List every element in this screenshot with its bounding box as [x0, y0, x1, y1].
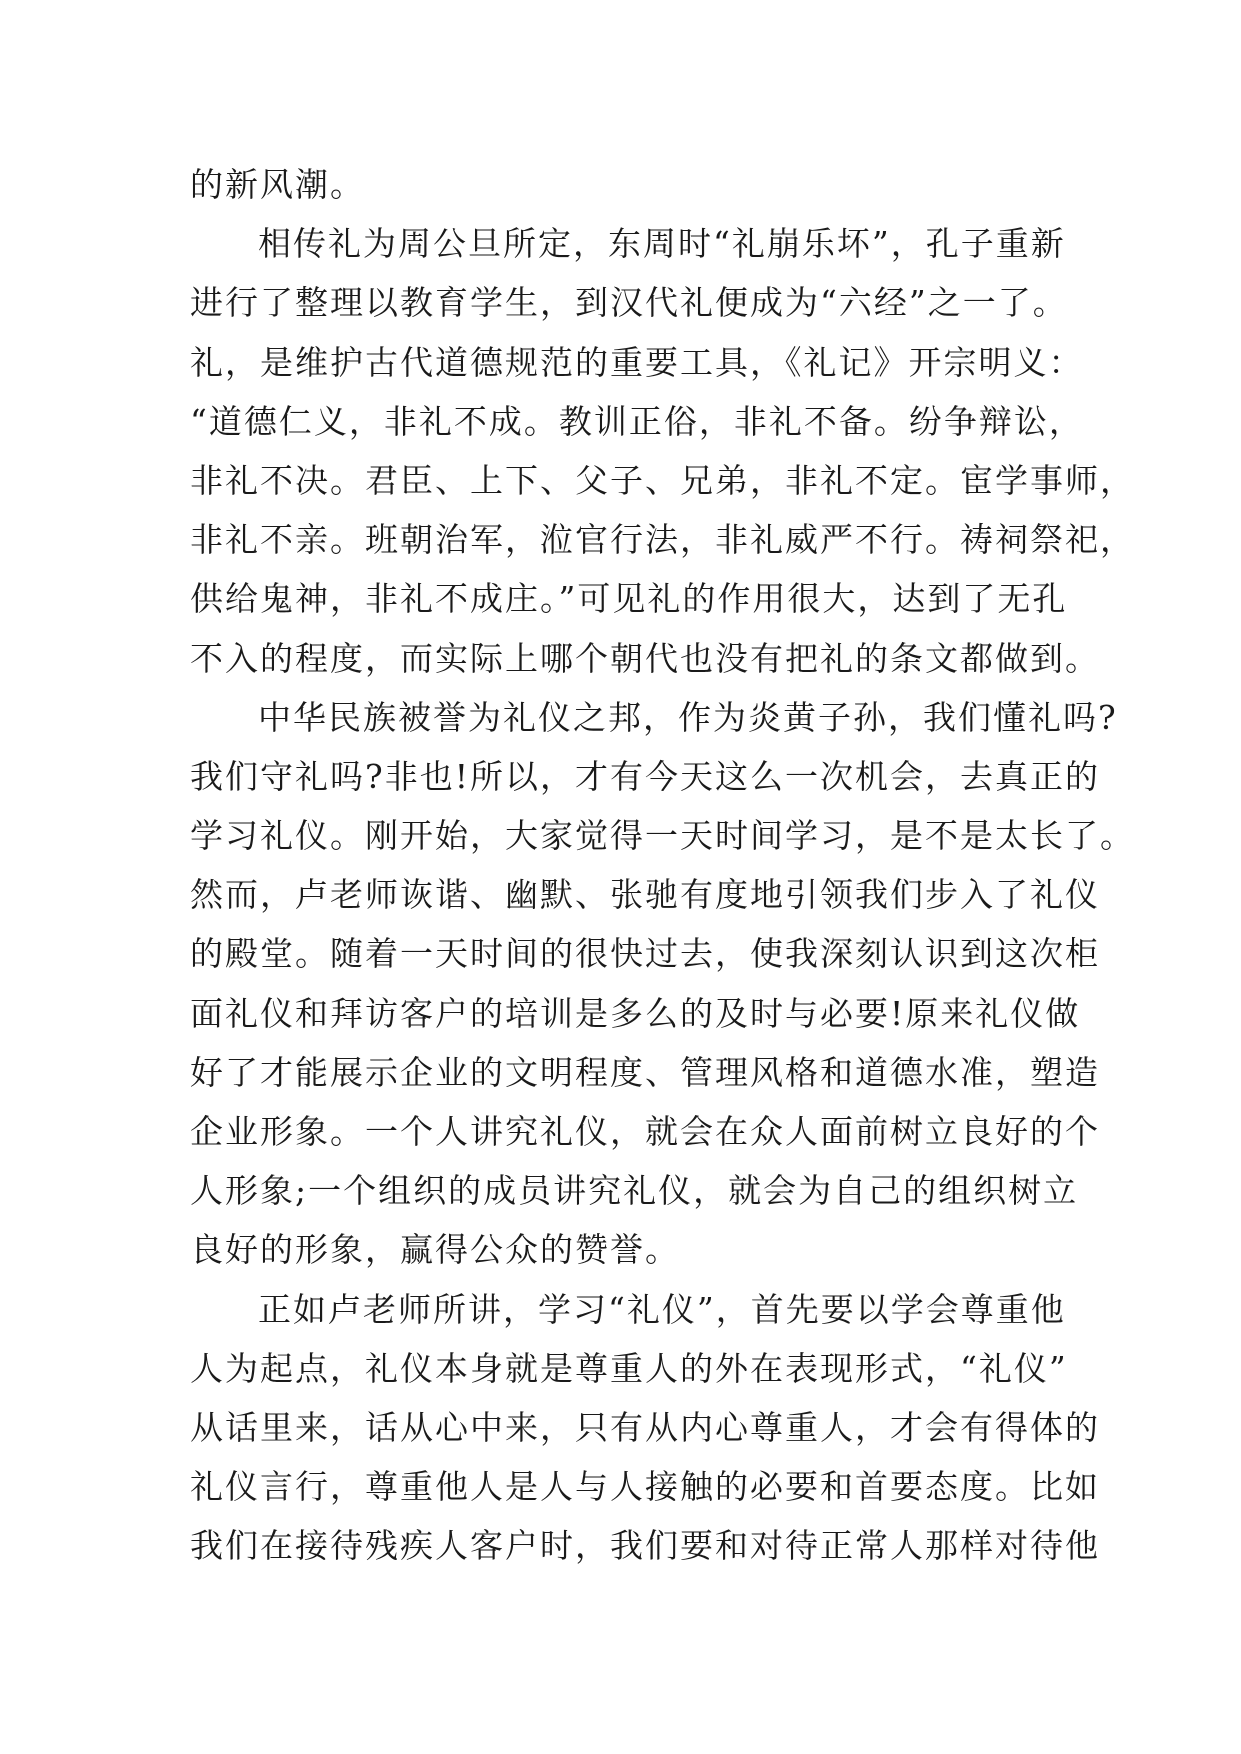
text-line: 然而，卢老师诙谐、幽默、张驰有度地引领我们步入了礼仪 — [190, 875, 1100, 915]
text-line: 学习礼仪。刚开始，大家觉得一天时间学习，是不是太长了。 — [190, 816, 1135, 856]
text-line: 企业形象。一个人讲究礼仪，就会在众人面前树立良好的个 — [190, 1112, 1100, 1151]
text-line: “道德仁义，非礼不成。教训正俗，非礼不备。纷争辩讼， — [190, 401, 1084, 441]
text-line: 礼仪言行，尊重他人是人与人接触的必要和首要态度。比如 — [190, 1467, 1100, 1507]
text-line: 面礼仪和拜访客户的培训是多么的及时与必要!原来礼仪做 — [190, 993, 1081, 1033]
text-line: 非礼不亲。班朝治军，涖官行法，非礼威严不行。祷祠祭祀， — [190, 520, 1135, 560]
paragraph-first-line: 正如卢老师所讲，学习“礼仪”，首先要以学会尊重他 — [258, 1289, 1066, 1329]
text-line: 从话里来，话从心中来，只有从内心尊重人，才会有得体的 — [190, 1407, 1100, 1447]
text-line: 不入的程度，而实际上哪个朝代也没有把礼的条文都做到。 — [190, 638, 1100, 678]
paragraph-first-line: 中华民族被誉为礼仪之邦，作为炎黄子孙，我们懂礼吗? — [258, 697, 1118, 737]
text-line: 良好的形象，赢得公众的赞誉。 — [190, 1230, 680, 1270]
text-line: 的殿堂。随着一天时间的很快过去，使我深刻认识到这次柜 — [190, 934, 1100, 974]
text-line: 我们守礼吗?非也!所以，才有今天这么一次机会，去真正的 — [190, 756, 1100, 796]
text-line: 非礼不决。君臣、上下、父子、兄弟，非礼不定。宦学事师， — [190, 460, 1135, 500]
text-line: 人形象;一个组织的成员讲究礼仪，就会为自己的组织树立 — [190, 1171, 1079, 1211]
document-body — [190, 155, 1135, 1576]
paragraph-first-line: 相传礼为周公旦所定，东周时“礼崩乐坏”，孔子重新 — [258, 224, 1066, 264]
text-line: 我们在接待残疾人客户时，我们要和对待正常人那样对待他 — [190, 1526, 1100, 1566]
text-line: 供给鬼神，非礼不成庄。”可见礼的作用很大，达到了无孔 — [190, 579, 1068, 619]
text-line: 好了才能展示企业的文明程度、管理风格和道德水准，塑造 — [190, 1052, 1100, 1092]
text-line: 礼，是维护古代道德规范的重要工具，《礼记》开宗明义： — [190, 342, 1084, 382]
text-line: 进行了整理以教育学生，到汉代礼便成为“六经”之一了。 — [190, 283, 1068, 323]
text-line: 的新风潮。 — [190, 165, 365, 204]
text-line: 人为起点，礼仪本身就是尊重人的外在表现形式，“礼仪” — [190, 1348, 1068, 1388]
